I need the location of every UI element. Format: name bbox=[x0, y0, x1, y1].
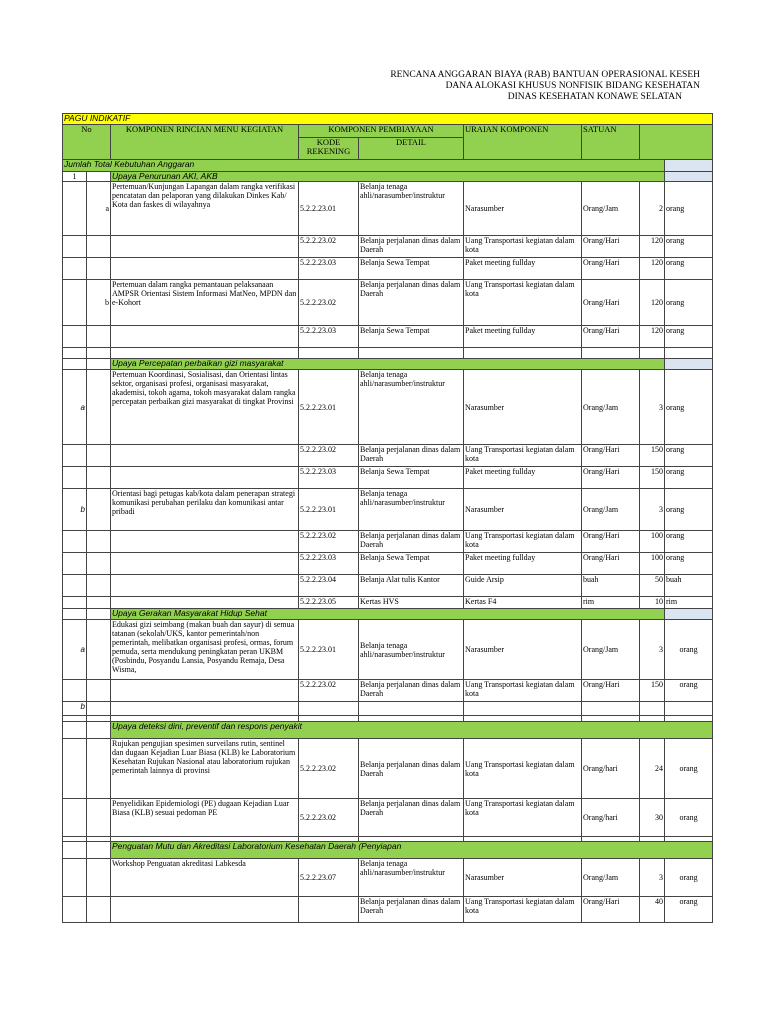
qty-cell: 150 bbox=[640, 467, 665, 489]
detail-cell: Belanja tenaga ahli/narasumber/instruktur bbox=[359, 370, 464, 445]
row-letter: a bbox=[63, 370, 87, 445]
detail-cell: Belanja perjalanan dinas dalam Daerah bbox=[359, 280, 464, 326]
unit-cell: orang bbox=[665, 467, 713, 489]
col-uraian: URAIAN KOMPONEN bbox=[464, 125, 582, 160]
section-title: Upaya deteksi dini, preventif dan respons penyakit bbox=[111, 722, 713, 739]
table-row bbox=[63, 326, 713, 348]
uraian-cell: Uang Transportasi kegiatan dalam kota bbox=[464, 445, 582, 467]
uraian-cell: Narasumber bbox=[464, 370, 582, 445]
satuan-cell: Orang/Hari bbox=[582, 258, 640, 280]
uraian-cell: Uang Transportasi kegiatan dalam kota bbox=[464, 897, 582, 923]
unit-cell: orang bbox=[665, 739, 713, 799]
satuan-cell: Orang/Jam bbox=[582, 182, 640, 236]
header-row-1 bbox=[63, 125, 713, 138]
table-row bbox=[63, 531, 713, 553]
detail-cell: Belanja tenaga ahli/narasumber/instruktur bbox=[359, 620, 464, 680]
section-row bbox=[63, 609, 713, 620]
unit-cell: orang bbox=[665, 258, 713, 280]
unit-cell: rim bbox=[665, 597, 713, 609]
detail-cell: Belanja perjalanan dinas dalam Daerah bbox=[359, 799, 464, 837]
col-volume bbox=[640, 125, 713, 160]
table-row bbox=[63, 739, 713, 799]
qty-cell: 120 bbox=[640, 236, 665, 258]
qty-cell: 30 bbox=[640, 799, 665, 837]
menu-cell: Pertemuan Koordinasi, Sosialisasi, dan Orientasi lintas sektor, organisasi profesi, organisasi masyarakat, akademisi, tokoh agama, tokoh masyarakat dalam rangka percepatan perbaikan gizi masyarakat di tingkat Provinsi bbox=[111, 370, 299, 445]
table-row bbox=[63, 897, 713, 923]
row-letter: b bbox=[87, 280, 111, 326]
total-row bbox=[63, 160, 713, 172]
uraian-cell: Guide Arsip bbox=[464, 575, 582, 597]
satuan-cell: Orang/hari bbox=[582, 739, 640, 799]
kode-cell: 5.2.2.23.02 bbox=[299, 680, 359, 702]
col-kode: KODE REKENING bbox=[299, 138, 359, 160]
detail-cell: Belanja perjalanan dinas dalam Daerah bbox=[359, 739, 464, 799]
table-row bbox=[63, 575, 713, 597]
table-row bbox=[63, 236, 713, 258]
kode-cell: 5.2.2.23.02 bbox=[299, 799, 359, 837]
detail-cell: Belanja perjalanan dinas dalam Daerah bbox=[359, 531, 464, 553]
table-row bbox=[63, 370, 713, 445]
row-letter: a bbox=[63, 620, 87, 680]
section-number: 1 bbox=[63, 172, 87, 182]
detail-cell: Belanja Sewa Tempat bbox=[359, 258, 464, 280]
satuan-cell: Orang/Hari bbox=[582, 553, 640, 575]
doc-title-line-1: RENCANA ANGGARAN BIAYA (RAB) BANTUAN OPERASIONAL KESEH bbox=[390, 70, 700, 80]
col-biaya: KOMPONEN PEMBIAYAAN bbox=[299, 125, 464, 138]
detail-cell: Kertas HVS bbox=[359, 597, 464, 609]
detail-cell: Belanja perjalanan dinas dalam Daerah bbox=[359, 236, 464, 258]
kode-cell: 5.2.2.23.01 bbox=[299, 489, 359, 531]
satuan-cell: Orang/Hari bbox=[582, 326, 640, 348]
satuan-cell: Orang/Jam bbox=[582, 620, 640, 680]
menu-cell: Orientasi bagi petugas kab/kota dalam penerapan strategi komunikasi perubahan perilaku dan komunikasi antar pribadi bbox=[111, 489, 299, 531]
unit-cell: orang bbox=[665, 859, 713, 897]
qty-cell: 3 bbox=[640, 859, 665, 897]
uraian-cell: Narasumber bbox=[464, 859, 582, 897]
section-title: Upaya Gerakan Masyarakat Hidup Sehat bbox=[111, 609, 665, 620]
pagu-row bbox=[63, 114, 713, 125]
qty-cell: 120 bbox=[640, 280, 665, 326]
kode-cell: 5.2.2.23.02 bbox=[299, 236, 359, 258]
col-detail: DETAIL bbox=[359, 138, 464, 160]
section-row bbox=[63, 842, 713, 859]
kode-cell: 5.2.2.23.03 bbox=[299, 467, 359, 489]
uraian-cell: Uang Transportasi kegiatan dalam kota bbox=[464, 531, 582, 553]
section-row bbox=[63, 722, 713, 739]
unit-cell: orang bbox=[665, 445, 713, 467]
unit-cell: orang bbox=[665, 236, 713, 258]
kode-cell: 5.2.2.23.01 bbox=[299, 620, 359, 680]
uraian-cell: Narasumber bbox=[464, 182, 582, 236]
kode-cell: 5.2.2.23.04 bbox=[299, 575, 359, 597]
qty-cell: 100 bbox=[640, 531, 665, 553]
menu-cell: Workshop Penguatan akreditasi Labkesda bbox=[111, 859, 299, 897]
kode-cell: 5.2.2.23.02 bbox=[299, 280, 359, 326]
unit-cell: orang bbox=[665, 620, 713, 680]
uraian-cell: Uang Transportasi kegiatan dalam kota bbox=[464, 680, 582, 702]
detail-cell: Belanja tenaga ahli/narasumber/instruktur bbox=[359, 859, 464, 897]
qty-cell: 2 bbox=[640, 182, 665, 236]
table-row bbox=[63, 799, 713, 837]
kode-cell: 5.2.2.23.01 bbox=[299, 370, 359, 445]
detail-cell: Belanja perjalanan dinas dalam Daerah bbox=[359, 445, 464, 467]
pagu-label: PAGU INDIKATIF bbox=[63, 114, 713, 125]
menu-cell: Penyelidikan Epidemiologi (PE) dugaan Kejadian Luar Biasa (KLB) sesuai pedoman PE bbox=[111, 799, 299, 837]
satuan-cell: Orang/Hari bbox=[582, 236, 640, 258]
uraian-cell: Paket meeting fullday bbox=[464, 553, 582, 575]
detail-cell: Belanja Sewa Tempat bbox=[359, 467, 464, 489]
satuan-cell: Orang/hari bbox=[582, 799, 640, 837]
qty-cell: 150 bbox=[640, 445, 665, 467]
qty-cell: 10 bbox=[640, 597, 665, 609]
detail-cell: Belanja tenaga ahli/narasumber/instruktur bbox=[359, 489, 464, 531]
satuan-cell: Orang/Jam bbox=[582, 489, 640, 531]
table-row bbox=[63, 620, 713, 680]
total-value bbox=[665, 160, 713, 172]
menu-cell: Rujukan pengujian spesimen surveilans rutin, sentinel dan dugaan Kejadian Luar Biasa (KLB) ke Laboratorium Kesehatan Rujukan Nasional atau laboratorium rujukan pemerintah lainnya di provinsi bbox=[111, 739, 299, 799]
col-satuan: SATUAN bbox=[582, 125, 640, 160]
qty-cell: 3 bbox=[640, 370, 665, 445]
kode-cell: 5.2.2.23.03 bbox=[299, 258, 359, 280]
table-row bbox=[63, 280, 713, 326]
uraian-cell: Uang Transportasi kegiatan dalam kota bbox=[464, 739, 582, 799]
uraian-cell: Uang Transportasi kegiatan dalam kota bbox=[464, 280, 582, 326]
table-row bbox=[63, 597, 713, 609]
qty-cell: 120 bbox=[640, 326, 665, 348]
doc-title-line-2: DANA ALOKASI KHUSUS NONFISIK BIDANG KESEHATAN bbox=[445, 81, 700, 91]
qty-cell: 3 bbox=[640, 620, 665, 680]
table-row bbox=[63, 348, 713, 359]
unit-cell: orang bbox=[665, 531, 713, 553]
detail-cell: Belanja perjalanan dinas dalam Daerah bbox=[359, 897, 464, 923]
uraian-cell: Uang Transportasi kegiatan dalam kota bbox=[464, 236, 582, 258]
qty-cell: 24 bbox=[640, 739, 665, 799]
uraian-cell: Uang Transportasi kegiatan dalam kota bbox=[464, 799, 582, 837]
qty-cell: 100 bbox=[640, 553, 665, 575]
row-letter: b bbox=[63, 489, 87, 531]
uraian-cell: Paket meeting fullday bbox=[464, 326, 582, 348]
kode-cell: 5.2.2.23.02 bbox=[299, 531, 359, 553]
satuan-cell: Orang/Jam bbox=[582, 859, 640, 897]
col-menu: KOMPONEN RINCIAN MENU KEGIATAN bbox=[111, 125, 299, 160]
kode-cell: 5.2.2.23.02 bbox=[299, 445, 359, 467]
satuan-cell: Orang/Hari bbox=[582, 467, 640, 489]
unit-cell: orang bbox=[665, 897, 713, 923]
table-row bbox=[63, 553, 713, 575]
uraian-cell: Kertas F4 bbox=[464, 597, 582, 609]
qty-cell: 150 bbox=[640, 680, 665, 702]
unit-cell: orang bbox=[665, 680, 713, 702]
table-row bbox=[63, 859, 713, 897]
qty-cell: 50 bbox=[640, 575, 665, 597]
satuan-cell: Orang/Hari bbox=[582, 531, 640, 553]
detail-cell: Belanja tenaga ahli/narasumber/instruktur bbox=[359, 182, 464, 236]
menu-cell: Pertemuan dalam rangka pemantauan pelaksanaan AMPSR Orientasi Sistem Informasi MatNeo, MPDN dan e-Kohort bbox=[111, 280, 299, 326]
qty-cell: 120 bbox=[640, 258, 665, 280]
qty-cell: 40 bbox=[640, 897, 665, 923]
menu-cell: Edukasi gizi seimbang (makan buah dan sayur) di semua tatanan (sekolah/UKS, kantor pemerintah/non pemerintah, melibatkan organisasi profesi, ormas, forum pemuda, serta mendukung peningkatan peran UKBM (Posbindu, Posyandu Lansia, Posyandu Remaja, Desa Wisma, bbox=[111, 620, 299, 680]
row-letter: b bbox=[63, 702, 87, 716]
uraian-cell: Narasumber bbox=[464, 620, 582, 680]
unit-cell: orang bbox=[665, 326, 713, 348]
unit-cell: orang bbox=[665, 553, 713, 575]
table-row bbox=[63, 680, 713, 702]
section-row bbox=[63, 172, 713, 182]
unit-cell: orang bbox=[665, 182, 713, 236]
row-letter: a bbox=[87, 182, 111, 236]
col-no: No bbox=[63, 125, 111, 160]
satuan-cell: Orang/Hari bbox=[582, 280, 640, 326]
kode-cell: 5.2.2.23.07 bbox=[299, 859, 359, 897]
uraian-cell: Narasumber bbox=[464, 489, 582, 531]
detail-cell: Belanja perjalanan dinas dalam Daerah bbox=[359, 680, 464, 702]
kode-cell: 5.2.2.23.02 bbox=[299, 739, 359, 799]
unit-cell: orang bbox=[665, 489, 713, 531]
satuan-cell: Orang/Jam bbox=[582, 370, 640, 445]
kode-cell bbox=[299, 897, 359, 923]
detail-cell: Belanja Alat tulis Kantor bbox=[359, 575, 464, 597]
kode-cell: 5.2.2.23.01 bbox=[299, 182, 359, 236]
table-row bbox=[63, 258, 713, 280]
kode-cell: 5.2.2.23.03 bbox=[299, 326, 359, 348]
doc-title-line-3: DINAS KESEHATAN KONAWE SELATAN bbox=[507, 92, 682, 102]
satuan-cell: rim bbox=[582, 597, 640, 609]
table-row bbox=[63, 182, 713, 236]
satuan-cell: Orang/Hari bbox=[582, 445, 640, 467]
uraian-cell: Paket meeting fullday bbox=[464, 467, 582, 489]
unit-cell: orang bbox=[665, 370, 713, 445]
kode-cell: 5.2.2.23.05 bbox=[299, 597, 359, 609]
unit-cell: orang bbox=[665, 799, 713, 837]
detail-cell: Belanja Sewa Tempat bbox=[359, 326, 464, 348]
satuan-cell: Orang/Hari bbox=[582, 897, 640, 923]
satuan-cell: Orang/Hari bbox=[582, 680, 640, 702]
section-title: Upaya Penurunan AKI, AKB bbox=[111, 172, 665, 182]
satuan-cell: buah bbox=[582, 575, 640, 597]
rab-table bbox=[62, 113, 713, 923]
unit-cell: orang bbox=[665, 280, 713, 326]
section-title: Penguatan Mutu dan Akreditasi Laboratorium Kesehatan Daerah (Penyiapan bbox=[111, 842, 713, 859]
table-row bbox=[63, 445, 713, 467]
unit-cell: buah bbox=[665, 575, 713, 597]
qty-cell: 3 bbox=[640, 489, 665, 531]
table-row bbox=[63, 467, 713, 489]
detail-cell: Belanja Sewa Tempat bbox=[359, 553, 464, 575]
total-label: Jumlah Total Kebutuhan Anggaran bbox=[63, 160, 665, 172]
uraian-cell: Paket meeting fullday bbox=[464, 258, 582, 280]
table-row bbox=[63, 489, 713, 531]
menu-cell: Pertemuan/Kunjungan Lapangan dalam rangka verifikasi pencatatan dan pelaporan yang dilakukan Dinkes Kab/ Kota dan faskes di wilayahnya bbox=[111, 182, 299, 236]
kode-cell: 5.2.2.23.03 bbox=[299, 553, 359, 575]
section-row bbox=[63, 359, 713, 370]
section-title: Upaya Percepatan perbaikan gizi masyarakat bbox=[111, 359, 665, 370]
table-row bbox=[63, 702, 713, 716]
